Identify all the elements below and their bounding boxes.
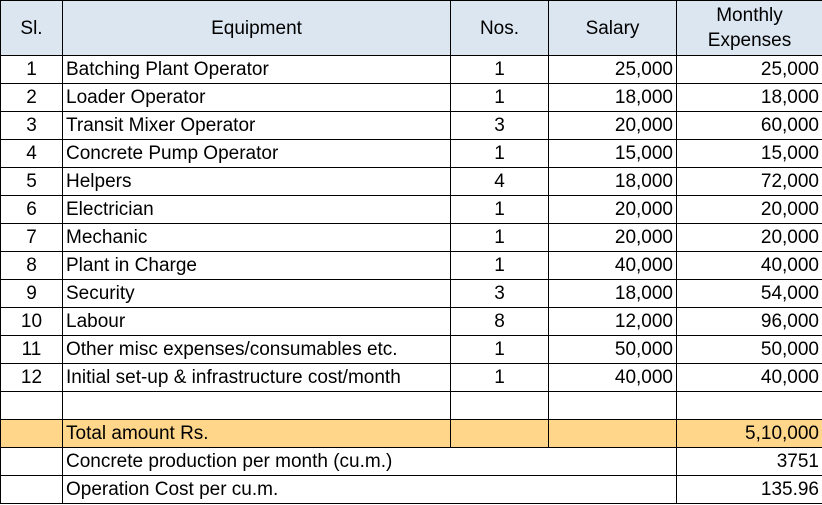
blank-cell — [1, 448, 63, 476]
cell-equipment: Loader Operator — [63, 84, 451, 112]
blank-cell — [1, 392, 63, 420]
cell-monthly: 72,000 — [677, 168, 822, 196]
cell-nos: 1 — [451, 196, 549, 224]
cell-salary: 18,000 — [549, 168, 677, 196]
blank-cell — [677, 392, 822, 420]
cell-equipment: Electrician — [63, 196, 451, 224]
cell-monthly: 40,000 — [677, 252, 822, 280]
cell-equipment: Concrete Pump Operator — [63, 140, 451, 168]
cell-equipment: Labour — [63, 308, 451, 336]
cell-monthly: 25,000 — [677, 56, 822, 84]
cell-sl: 5 — [1, 168, 63, 196]
blank-row — [1, 392, 822, 420]
table-row — [1, 112, 822, 140]
table-row — [1, 84, 822, 112]
cell-nos: 1 — [451, 84, 549, 112]
cell-sl: 8 — [1, 252, 63, 280]
header-salary: Salary — [549, 1, 677, 56]
cell-sl: 7 — [1, 224, 63, 252]
production-value: 3751 — [677, 448, 822, 476]
blank-cell — [63, 392, 451, 420]
operation-cost-row — [1, 476, 822, 504]
cell-sl: 9 — [1, 280, 63, 308]
cell-salary: 20,000 — [549, 196, 677, 224]
cell-monthly: 20,000 — [677, 224, 822, 252]
cell-nos: 1 — [451, 336, 549, 364]
table-row — [1, 364, 822, 392]
operation-cost-label: Operation Cost per cu.m. — [63, 476, 677, 504]
cell-salary: 18,000 — [549, 84, 677, 112]
cell-sl: 10 — [1, 308, 63, 336]
cell-monthly: 40,000 — [677, 364, 822, 392]
production-label: Concrete production per month (cu.m.) — [63, 448, 677, 476]
cell-nos: 3 — [451, 112, 549, 140]
cell-salary: 50,000 — [549, 336, 677, 364]
cell-sl: 12 — [1, 364, 63, 392]
cell-monthly: 96,000 — [677, 308, 822, 336]
cell-salary: 25,000 — [549, 56, 677, 84]
cell-salary: 12,000 — [549, 308, 677, 336]
table-row — [1, 280, 822, 308]
cell-monthly: 20,000 — [677, 196, 822, 224]
cell-nos: 1 — [451, 252, 549, 280]
cell-nos: 8 — [451, 308, 549, 336]
cell-salary: 15,000 — [549, 140, 677, 168]
cell-nos: 1 — [451, 56, 549, 84]
blank-cell — [1, 476, 63, 504]
cell-equipment: Mechanic — [63, 224, 451, 252]
header-monthly-expenses: Monthly Expenses — [677, 1, 822, 56]
cell-equipment: Batching Plant Operator — [63, 56, 451, 84]
header-equipment: Equipment — [63, 1, 451, 56]
cell-sl: 6 — [1, 196, 63, 224]
cell-equipment: Security — [63, 280, 451, 308]
table-row — [1, 252, 822, 280]
cell-sl: 2 — [1, 84, 63, 112]
cell-monthly: 50,000 — [677, 336, 822, 364]
cell-salary: 20,000 — [549, 224, 677, 252]
blank-cell — [451, 420, 549, 448]
cell-salary: 40,000 — [549, 364, 677, 392]
table-row — [1, 140, 822, 168]
cell-salary: 18,000 — [549, 280, 677, 308]
table-row — [1, 336, 822, 364]
cell-nos: 3 — [451, 280, 549, 308]
table-row — [1, 56, 822, 84]
blank-cell — [549, 392, 677, 420]
cell-nos: 4 — [451, 168, 549, 196]
cell-sl: 11 — [1, 336, 63, 364]
table-row — [1, 196, 822, 224]
production-row — [1, 448, 822, 476]
cell-nos: 1 — [451, 224, 549, 252]
cell-monthly: 15,000 — [677, 140, 822, 168]
cell-monthly: 18,000 — [677, 84, 822, 112]
operation-cost-value: 135.96 — [677, 476, 822, 504]
header-sl: Sl. — [1, 1, 63, 56]
blank-cell — [1, 420, 63, 448]
cell-nos: 1 — [451, 364, 549, 392]
cell-salary: 20,000 — [549, 112, 677, 140]
blank-cell — [549, 420, 677, 448]
cell-sl: 1 — [1, 56, 63, 84]
cell-equipment: Other misc expenses/consumables etc. — [63, 336, 451, 364]
blank-cell — [451, 392, 549, 420]
cell-salary: 40,000 — [549, 252, 677, 280]
cell-sl: 3 — [1, 112, 63, 140]
cell-monthly: 60,000 — [677, 112, 822, 140]
table-row — [1, 224, 822, 252]
table-row — [1, 168, 822, 196]
header-row — [1, 1, 822, 56]
cell-sl: 4 — [1, 140, 63, 168]
cell-nos: 1 — [451, 140, 549, 168]
table-row — [1, 308, 822, 336]
cell-monthly: 54,000 — [677, 280, 822, 308]
total-row — [1, 420, 822, 448]
total-value: 5,10,000 — [677, 420, 822, 448]
total-label: Total amount Rs. — [63, 420, 451, 448]
cell-equipment: Helpers — [63, 168, 451, 196]
header-nos: Nos. — [451, 1, 549, 56]
cell-equipment: Initial set-up & infrastructure cost/month — [63, 364, 451, 392]
cell-equipment: Transit Mixer Operator — [63, 112, 451, 140]
cell-equipment: Plant in Charge — [63, 252, 451, 280]
